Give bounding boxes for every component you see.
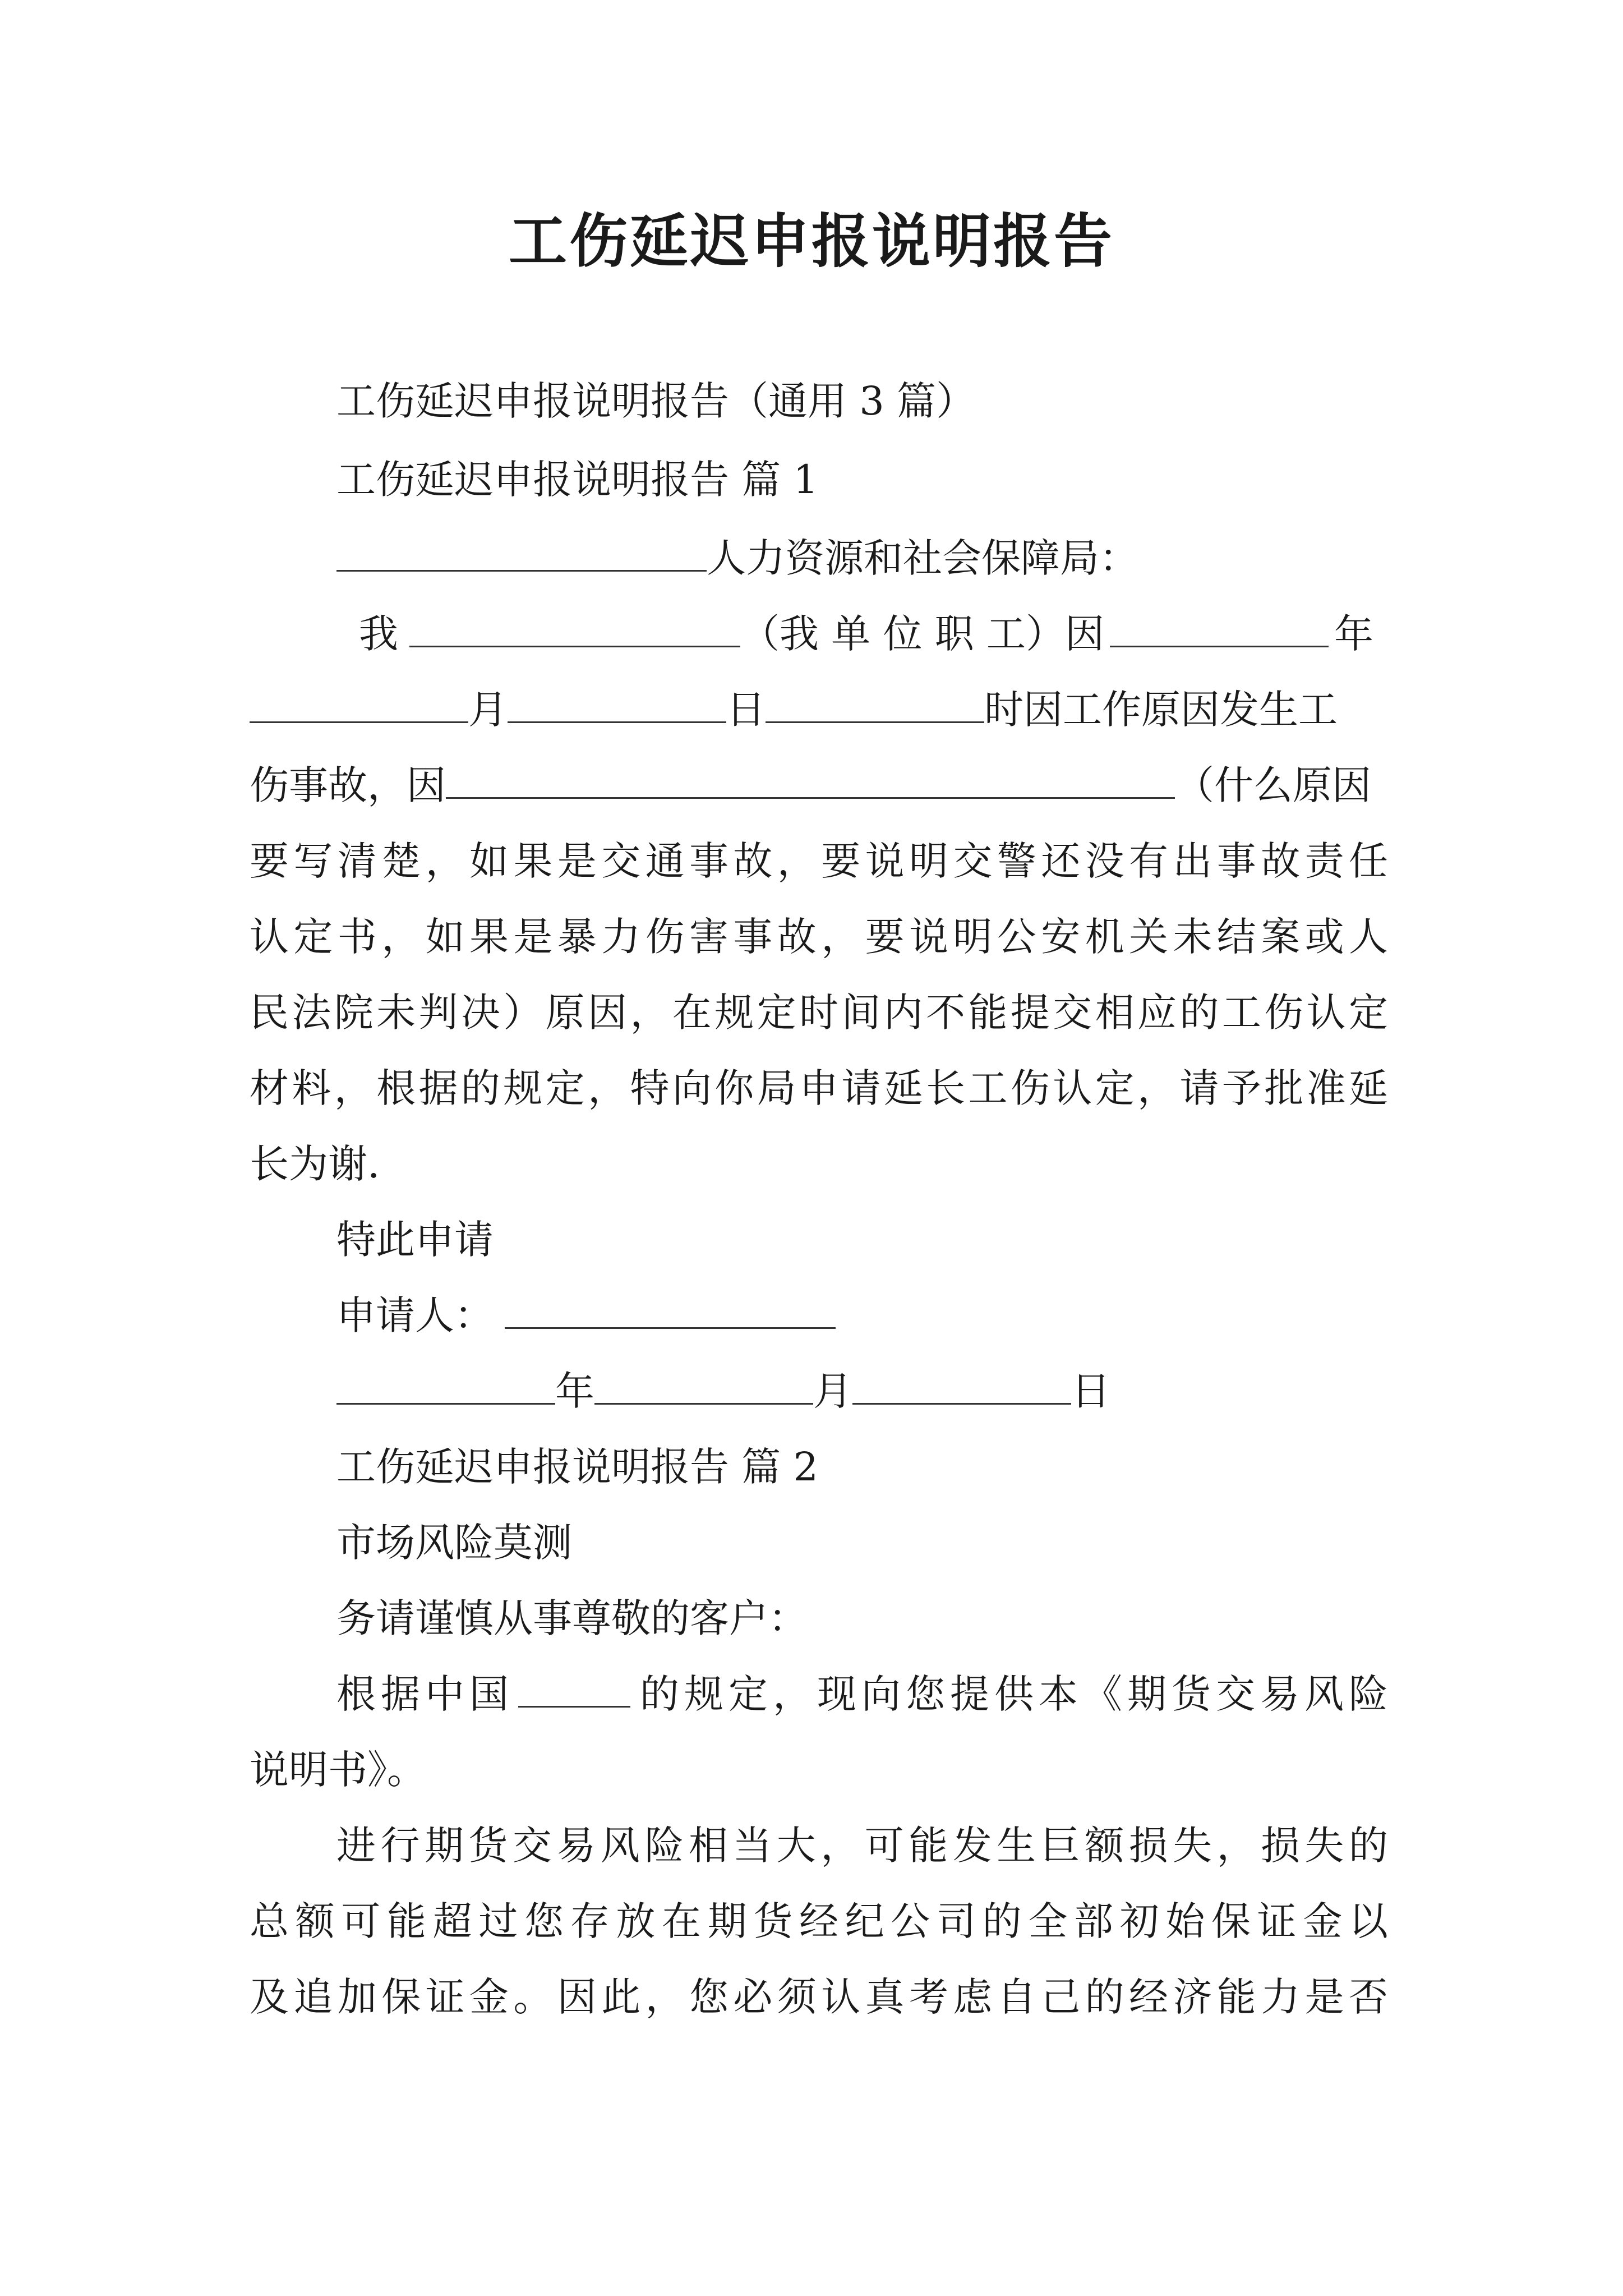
body-line-3: 民法院未判决）原因，在规定时间内不能提交相应的工伤认定	[250, 990, 1388, 1036]
risk-para-line-1: 进行期货交易风险相当大，可能发生巨额损失，损失的	[336, 1823, 1388, 1869]
text-employee-mid: （我 单 位 职 工）因	[740, 611, 1105, 657]
sign-date-line	[336, 1360, 1388, 1422]
employee-line	[336, 603, 1388, 665]
applicant-line	[336, 1285, 1388, 1346]
day-blank	[508, 682, 726, 723]
month-blank	[250, 682, 468, 723]
risk-para-line-2: 总额可能超过您存放在期货经纪公司的全部初始保证金以	[250, 1898, 1388, 1944]
employee-name-blank	[409, 606, 740, 647]
text-wo: 我	[359, 611, 398, 657]
addressee-line	[336, 527, 1388, 589]
document-subtitle: 工伤延迟申报说明报告（通用 3 篇）	[336, 378, 976, 424]
text-injury-suffix: （什么原因	[1175, 762, 1371, 808]
text-regulation-prefix: 根据中国	[336, 1671, 514, 1717]
body-line-1: 要写清楚，如果是交通事故，要说明交警还没有出事故责任	[250, 838, 1388, 884]
part2-line-2: 务请谨慎从事尊敬的客户：	[336, 1595, 808, 1641]
body-line-last: 长为谢.	[250, 1141, 380, 1187]
sign-day-blank	[852, 1364, 1071, 1405]
part2-line-3	[336, 1663, 1388, 1725]
year-blank	[1110, 606, 1329, 647]
document-title: 工伤延迟申报说明报告	[508, 206, 1114, 275]
addressee-text: 人力资源和社会保障局：	[707, 535, 1138, 581]
part2-line-4: 说明书》。	[250, 1747, 426, 1793]
applicant-blank	[505, 1288, 836, 1329]
reason-blank	[446, 758, 1175, 799]
text-time-suffix: 时因工作原因发生工	[984, 687, 1338, 733]
part2-heading: 工伤延迟申报说明报告 篇 2	[336, 1444, 819, 1490]
body-line-2: 认定书，如果是暴力伤害事故，要说明公安机关未结案或人	[250, 914, 1388, 960]
text-regulation-suffix: 的规定，现向您提供本《期货交易风险	[635, 1671, 1388, 1717]
text-day: 日	[726, 687, 766, 733]
text-month: 月	[468, 687, 508, 733]
applicant-label: 申请人：	[336, 1292, 494, 1338]
date-time-line	[250, 679, 1388, 740]
hour-blank	[766, 682, 984, 723]
body-line-4: 材料，根据的规定，特向你局申请延长工伤认定，请予批准延	[250, 1065, 1388, 1111]
part1-heading: 工伤延迟申报说明报告 篇 1	[336, 457, 819, 503]
sign-month-blank	[594, 1364, 813, 1405]
addressee-blank	[336, 531, 707, 572]
text-year: 年	[1334, 611, 1374, 657]
closing-text: 特此申请	[336, 1217, 494, 1263]
injury-reason-line	[250, 754, 1388, 816]
regulation-blank	[518, 1667, 630, 1708]
sign-month-text: 月	[813, 1368, 852, 1414]
part2-line-1: 市场风险莫测	[336, 1520, 572, 1566]
sign-day-text: 日	[1071, 1368, 1110, 1414]
text-injury-prefix: 伤事故，因	[250, 762, 446, 808]
sign-year-blank	[336, 1364, 555, 1405]
risk-para-line-3: 及追加保证金。因此，您必须认真考虑自己的经济能力是否	[250, 1974, 1388, 2020]
sign-year-text: 年	[555, 1368, 594, 1414]
